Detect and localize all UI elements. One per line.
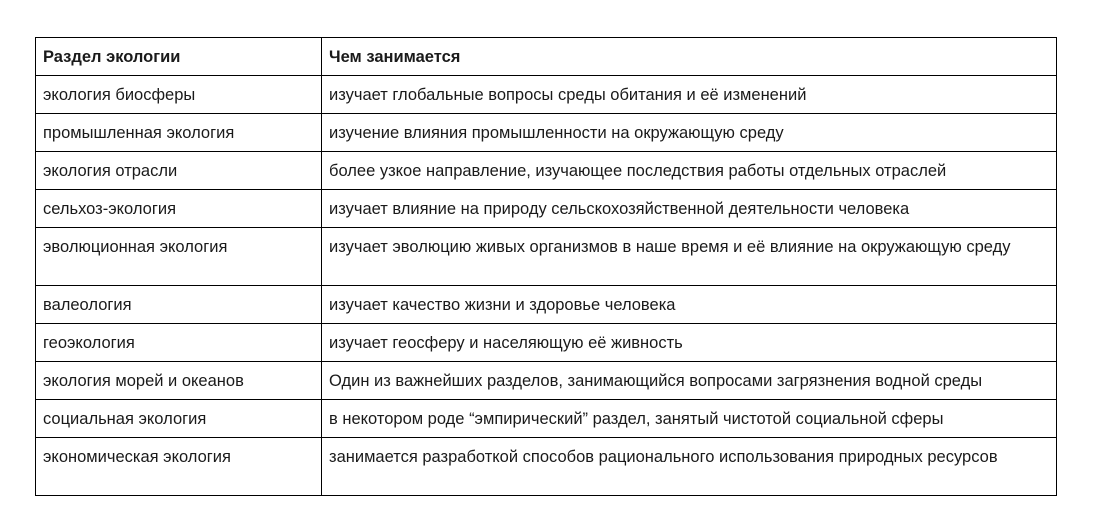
section-description: в некотором роде “эмпирический” раздел, занятый чистотой социальной сферы	[322, 400, 1057, 438]
section-name: социальная экология	[36, 400, 322, 438]
section-description: изучает влияние на природу сельскохозяйственной деятельности человека	[322, 190, 1057, 228]
section-name: экономическая экология	[36, 438, 322, 496]
section-name: промышленная экология	[36, 114, 322, 152]
section-description: изучает эволюцию живых организмов в наше время и её влияние на окружающую среду	[322, 228, 1057, 286]
section-description: изучение влияния промышленности на окружающую среду	[322, 114, 1057, 152]
table-row	[36, 114, 1057, 152]
section-description: более узкое направление, изучающее последствия работы отдельных отраслей	[322, 152, 1057, 190]
section-name: экология отрасли	[36, 152, 322, 190]
section-description: изучает геосферу и населяющую её живность	[322, 324, 1057, 362]
section-description: занимается разработкой способов рационального использования природных ресурсов	[322, 438, 1057, 496]
table-row	[36, 190, 1057, 228]
header-description: Чем занимается	[322, 38, 1057, 76]
table-row	[36, 228, 1057, 286]
table-row	[36, 152, 1057, 190]
ecology-sections-table	[35, 37, 1057, 496]
table-row	[36, 400, 1057, 438]
section-name: сельхоз-экология	[36, 190, 322, 228]
section-name: эволюционная экология	[36, 228, 322, 286]
section-name: валеология	[36, 286, 322, 324]
header-section: Раздел экологии	[36, 38, 322, 76]
table-row	[36, 286, 1057, 324]
section-name: геоэкология	[36, 324, 322, 362]
section-description: изучает качество жизни и здоровье человека	[322, 286, 1057, 324]
section-description: Один из важнейших разделов, занимающийся вопросами загрязнения водной среды	[322, 362, 1057, 400]
section-description: изучает глобальные вопросы среды обитания и её изменений	[322, 76, 1057, 114]
section-name: экология морей и океанов	[36, 362, 322, 400]
table-row	[36, 438, 1057, 496]
table-row	[36, 324, 1057, 362]
table-row	[36, 76, 1057, 114]
table-header-row	[36, 38, 1057, 76]
table-row	[36, 362, 1057, 400]
section-name: экология биосферы	[36, 76, 322, 114]
